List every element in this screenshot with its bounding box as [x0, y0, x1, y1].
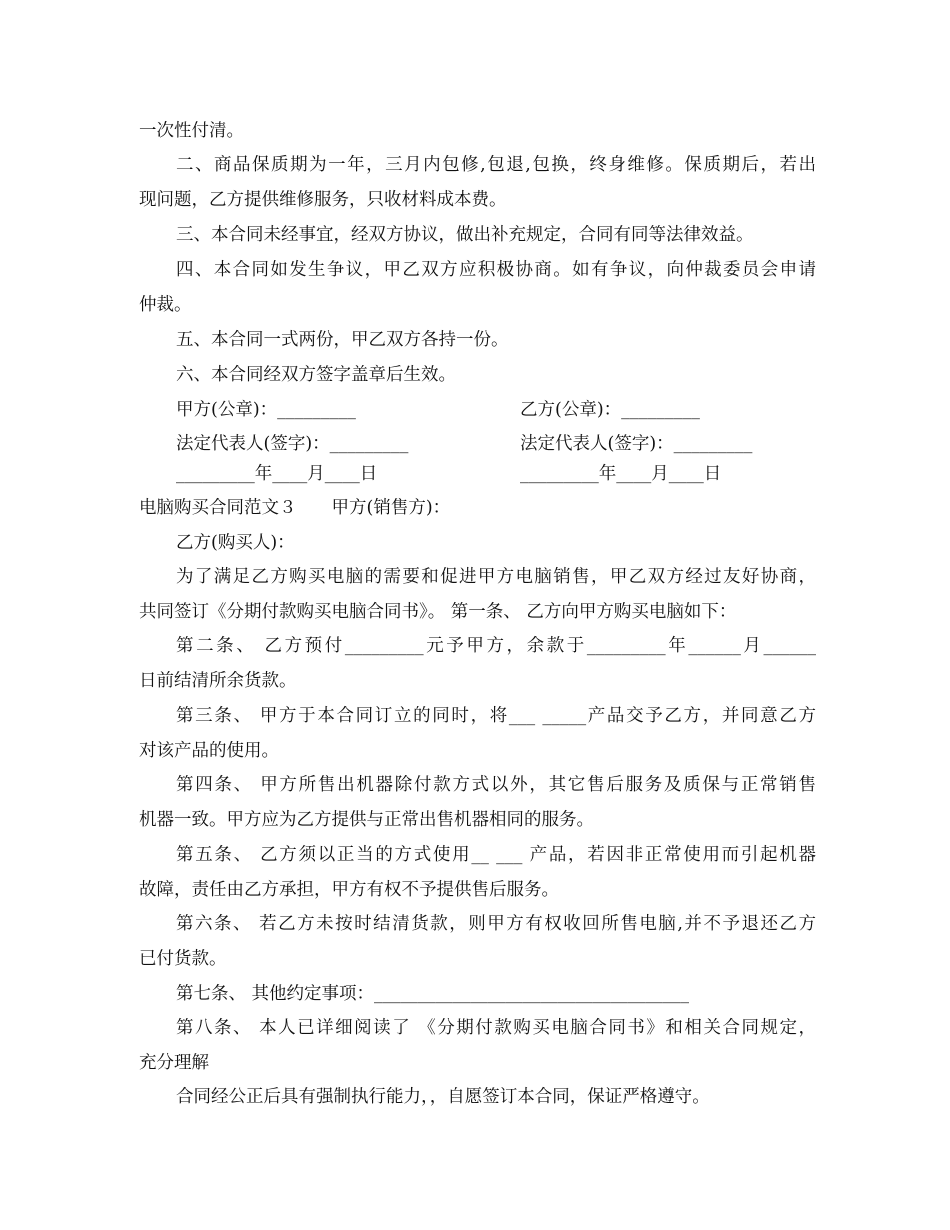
text-line: 机器一致。甲方应为乙方提供与正常出售机器相同的服务。 [139, 810, 594, 830]
party-a-seal: 甲方(公章)：_________ [176, 400, 356, 420]
text-line: 五、本合同一式两份，甲乙双方各持一份。 [176, 330, 509, 350]
text-line: 充分理解 [139, 1053, 209, 1073]
text-line: 第三条、 甲方于本合同订立的同时，将___ _____产品交予乙方，并同意乙方 [176, 706, 816, 726]
text-line: 二、商品保质期为一年，三月内包修,包退,包换，终身维修。保质期后，若出 [176, 155, 816, 175]
section-heading: 电脑购买合同范文３ 甲方(销售方)： [139, 498, 451, 518]
text-line: 第六条、 若乙方未按时结清货款，则甲方有权收回所售电脑,并不予退还乙方 [176, 914, 816, 934]
party-b-representative: 法定代表人(签字)：_________ [520, 434, 753, 454]
text-line: 第四条、 甲方所售出机器除付款方式以外，其它售后服务及质保与正常销售 [176, 775, 816, 795]
party-b-seal: 乙方(公章)：_________ [520, 400, 700, 420]
party-a-date: _________年____月____日 [176, 464, 378, 484]
text-line: 一次性付清。 [139, 121, 244, 141]
text-line: 六、本合同经双方签字盖章后生效。 [176, 365, 456, 385]
text-line: 故障，责任由乙方承担，甲方有权不予提供售后服务。 [139, 880, 559, 900]
text-line: 已付货款。 [139, 949, 227, 969]
text-line: 为了满足乙方购买电脑的需要和促进甲方电脑销售，甲乙双方经过友好协商， [176, 567, 816, 587]
text-line: 仲裁。 [139, 295, 192, 315]
text-line: 乙方(购买人)： [176, 533, 295, 553]
text-line: 第八条、 本人已详细阅读了 《分期付款购买电脑合同书》和相关合同规定， [176, 1018, 816, 1038]
text-line: 现问题，乙方提供维修服务，只收材料成本费。 [139, 190, 507, 210]
text-line: 第二条、 乙方预付_________元予甲方，余款于_________年______月______ [176, 636, 816, 656]
party-a-representative: 法定代表人(签字)：_________ [176, 434, 409, 454]
text-line: 合同经公正后具有强制执行能力，，自愿签订本合同，保证严格遵守。 [176, 1087, 710, 1107]
party-b-date: _________年____月____日 [520, 464, 722, 484]
text-line: 第五条、 乙方须以正当的方式使用__ ___ 产品，若因非正常使用而引起机器 [176, 845, 816, 865]
text-line: 第七条、 其他约定事项：____________________________________ [176, 984, 690, 1004]
text-line: 四、本合同如发生争议，甲乙双方应积极协商。如有争议，向仲裁委员会申请 [176, 260, 816, 280]
text-line: 日前结清所余货款。 [139, 671, 297, 691]
text-line: 共同签订《分期付款购买电脑合同书》。 第一条、 乙方向甲方购买电脑如下： [139, 602, 737, 622]
text-line: 对该产品的使用。 [139, 741, 279, 761]
text-line: 三、本合同未经事宜，经双方协议，做出补充规定，合同有同等法律效益。 [176, 225, 754, 245]
